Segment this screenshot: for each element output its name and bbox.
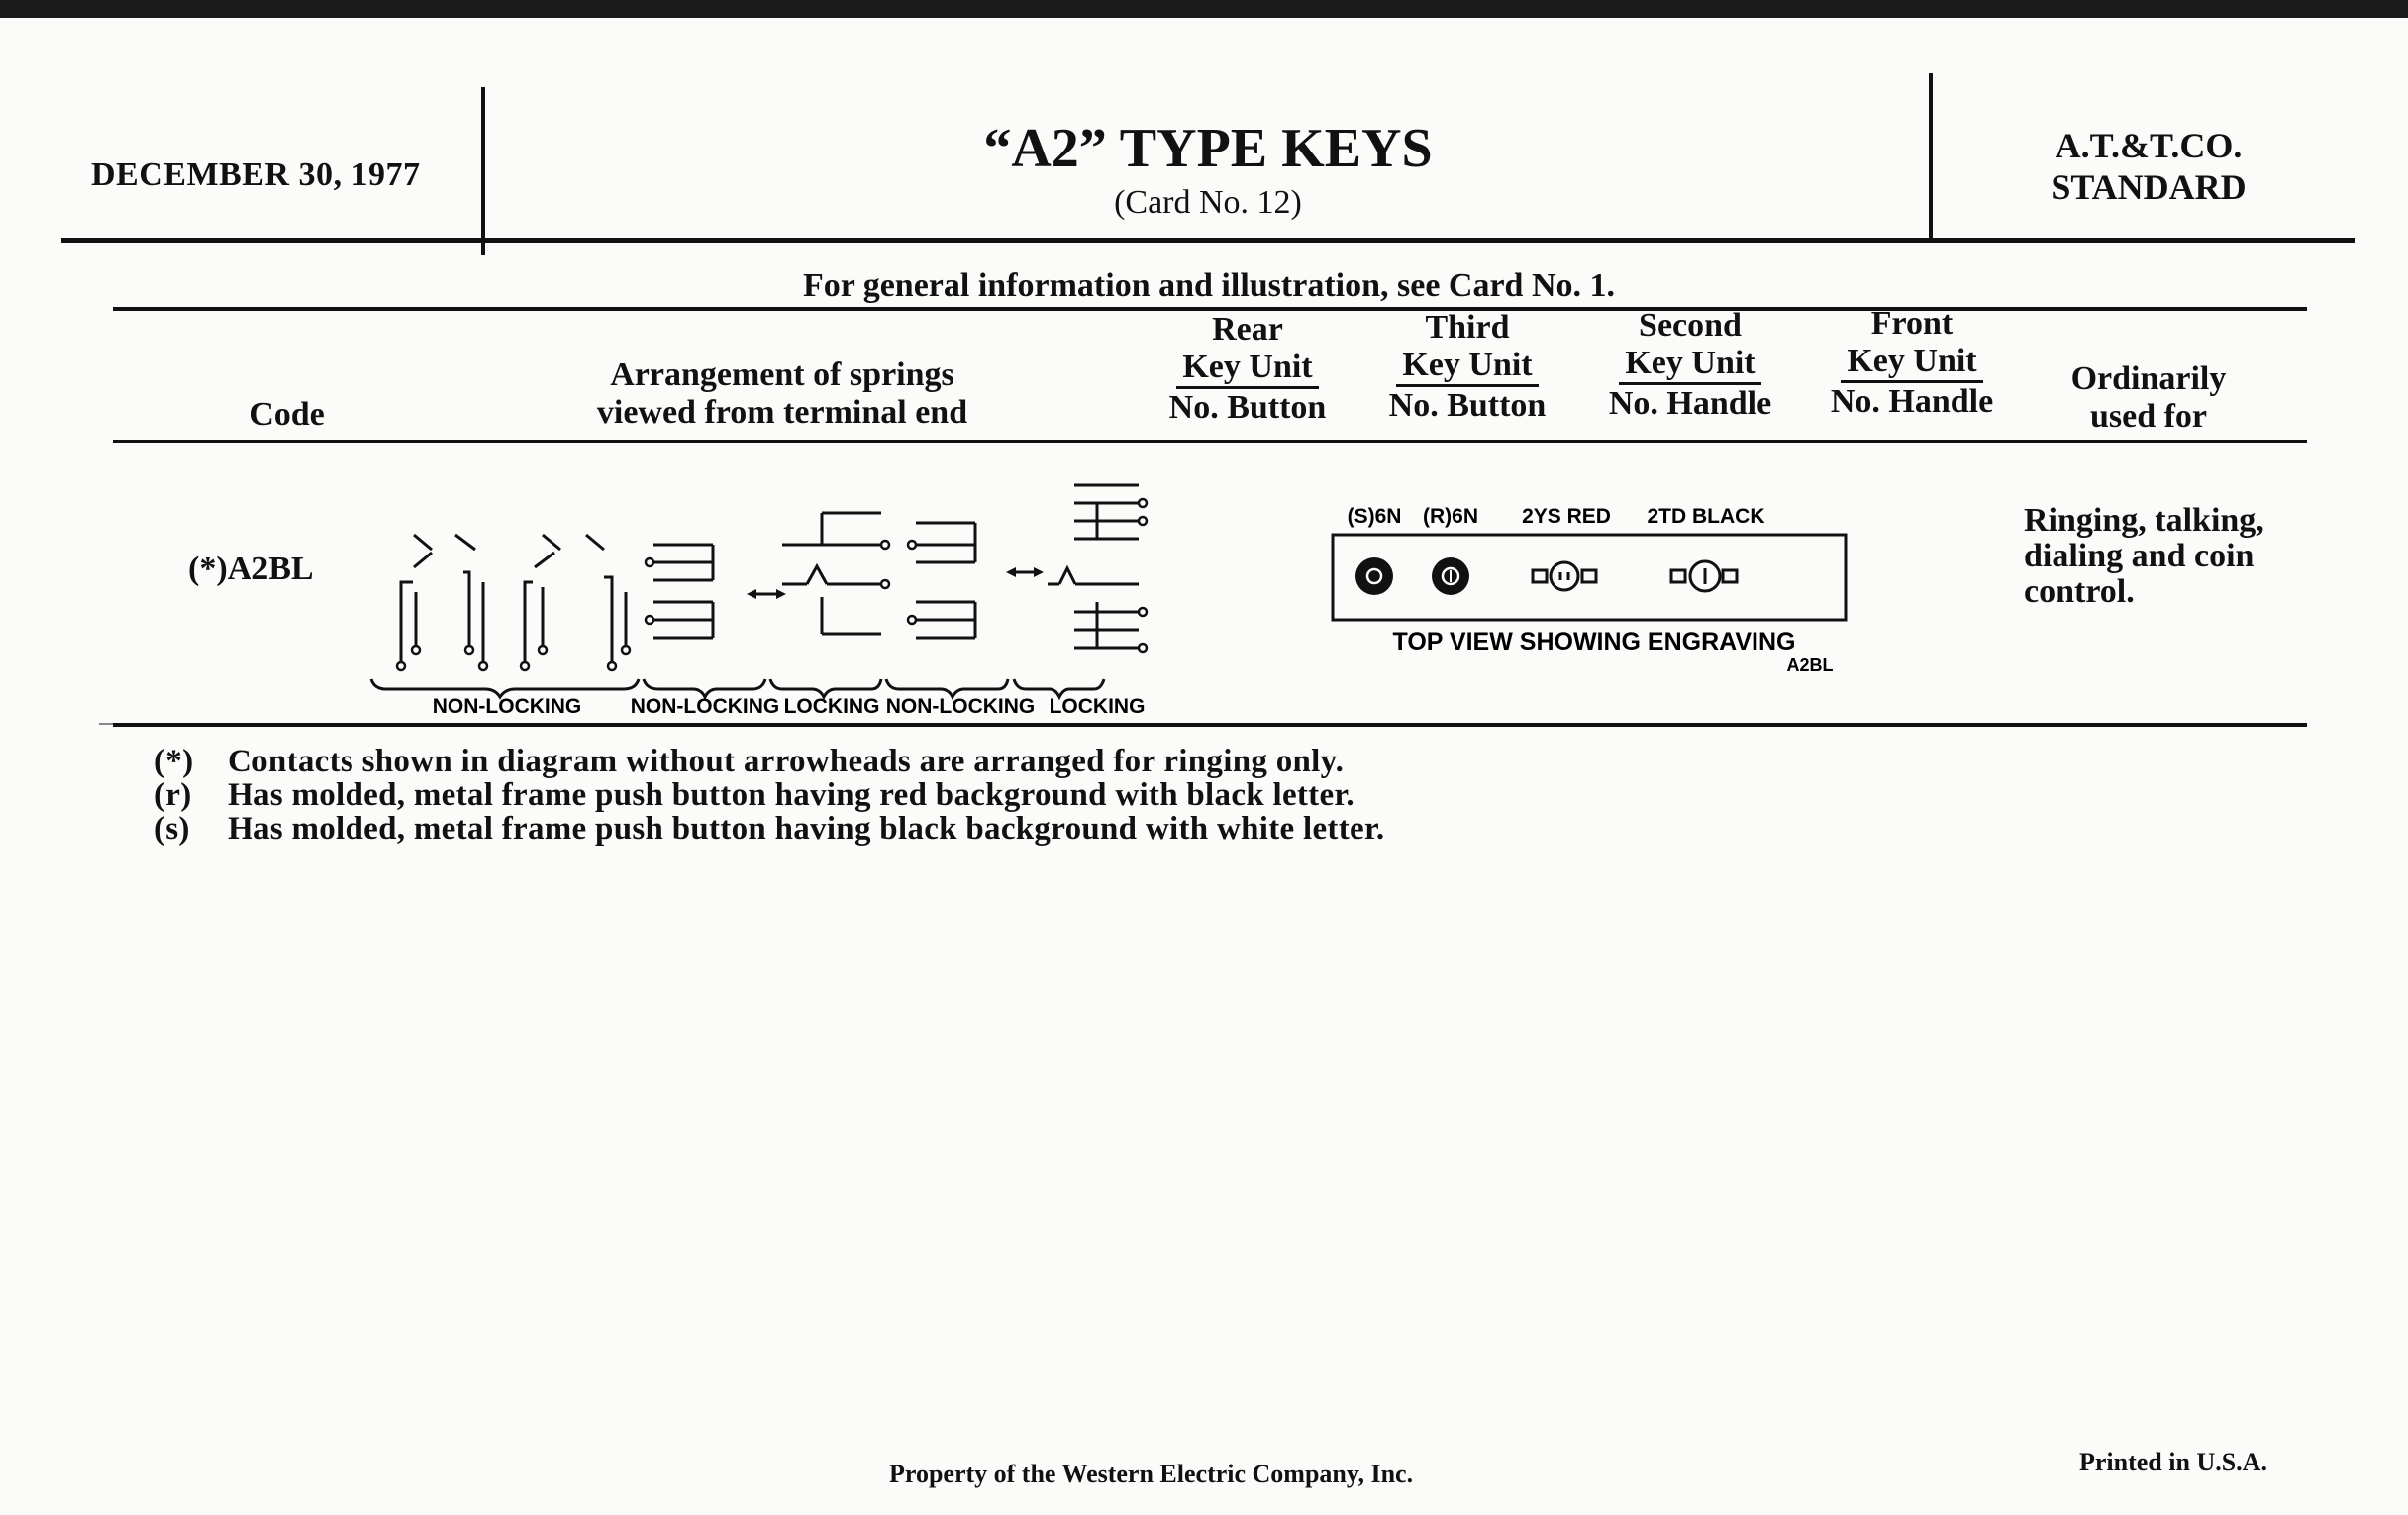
column-front-line-1: Front: [1870, 305, 1954, 342]
handle-black-icon: [1671, 561, 1737, 591]
note-text: Contacts shown in diagram without arrowheads are arranged for ringing only.: [228, 744, 1345, 779]
header-divider-right: [1929, 73, 1933, 240]
spring-label-5: LOCKING: [1049, 695, 1146, 718]
engraving-label-s6n: (S)6N: [1347, 505, 1402, 528]
column-rear-key-unit: [1149, 311, 1347, 427]
handle-red-icon: [1533, 562, 1596, 590]
column-second-line-3: No. Handle: [1608, 385, 1772, 422]
column-front-line-3: No. Handle: [1830, 383, 1994, 420]
standard-line-1: A.T.&T.CO.: [2055, 126, 2243, 165]
general-info: For general information and illustration, see Card No. 1.: [802, 267, 1616, 304]
spring-arrangement-diagram: [366, 454, 1178, 721]
header-rule: [61, 238, 2355, 243]
spring-label-2: NON-LOCKING: [630, 695, 780, 718]
note-text: Has molded, metal frame push button having red background with black letter.: [228, 777, 1354, 813]
column-code-label: Code: [250, 396, 325, 433]
row-code: (*)A2BL: [188, 551, 314, 587]
column-used-line-2: used for: [2089, 398, 2208, 435]
footer-printed: Printed in U.S.A.: [2079, 1448, 2267, 1476]
column-second-key-unit: [1586, 307, 1794, 423]
column-third-key-unit: [1368, 309, 1566, 425]
column-used-line-1: Ordinarily: [2070, 360, 2227, 397]
card-number: (Card No. 12): [1114, 184, 1302, 221]
engraving-code: A2BL: [1786, 656, 1834, 675]
card-title: “A2” TYPE KEYS: [983, 118, 1433, 179]
spring-label-1: NON-LOCKING: [432, 695, 582, 718]
note-r: [154, 778, 1384, 812]
engraving-label-2td-black: 2TD BLACK: [1647, 505, 1765, 528]
column-third-line-1: Third: [1425, 309, 1510, 346]
note-s: [154, 812, 1384, 846]
column-code: [208, 396, 366, 434]
index-card: [0, 18, 2408, 1515]
column-rear-line-3: No. Button: [1168, 389, 1327, 426]
column-second-line-1: Second: [1639, 307, 1742, 344]
column-front-key-unit: [1808, 305, 2016, 421]
column-front-line-2: Key Unit: [1841, 343, 1982, 383]
notes: [154, 745, 1384, 846]
column-arrangement-line-2: viewed from terminal end: [596, 394, 968, 431]
standard-line-2: STANDARD: [2051, 167, 2247, 207]
note-key: (r): [154, 777, 192, 813]
column-second-line-2: Key Unit: [1619, 345, 1760, 385]
row-used-line-2: dialing and coin: [2024, 538, 2255, 574]
spring-label-3: LOCKING: [783, 695, 880, 718]
note-asterisk: [154, 745, 1384, 778]
note-text: Has molded, metal frame push button having black background with white letter.: [228, 811, 1385, 847]
column-arrangement-line-1: Arrangement of springs: [610, 356, 954, 393]
card-date: DECEMBER 30, 1977: [91, 156, 421, 193]
button-r-icon: [1432, 557, 1469, 595]
engraving-caption: TOP VIEW SHOWING ENGRAVING: [1392, 628, 1796, 656]
spring-label-4: NON-LOCKING: [885, 695, 1036, 718]
button-s-icon: [1355, 557, 1393, 595]
column-arrangement: [535, 356, 1030, 432]
column-rear-line-1: Rear: [1212, 311, 1283, 348]
engraving-label-2ys-red: 2YS RED: [1522, 505, 1611, 528]
column-rear-line-2: Key Unit: [1176, 349, 1318, 389]
key-plate-outline: [1333, 535, 1846, 620]
note-key: (s): [154, 811, 190, 847]
row-used-line-1: Ringing, talking,: [2024, 502, 2264, 539]
engraving-label-r6n: (R)6N: [1423, 505, 1478, 528]
column-ordinarily-used: [2040, 360, 2258, 436]
column-third-line-2: Key Unit: [1396, 347, 1538, 387]
row-ordinarily-used: [2024, 503, 2264, 610]
footer-property: Property of the Western Electric Company, Inc.: [889, 1460, 1414, 1488]
engraving-top-view: [1317, 493, 1871, 691]
note-key: (*): [154, 744, 194, 779]
row-used-line-3: control.: [2024, 573, 2135, 610]
column-header-rule: [113, 440, 2307, 443]
row-rule: [113, 723, 2307, 727]
column-third-line-3: No. Button: [1388, 387, 1547, 424]
standard-label: [1941, 125, 2357, 208]
